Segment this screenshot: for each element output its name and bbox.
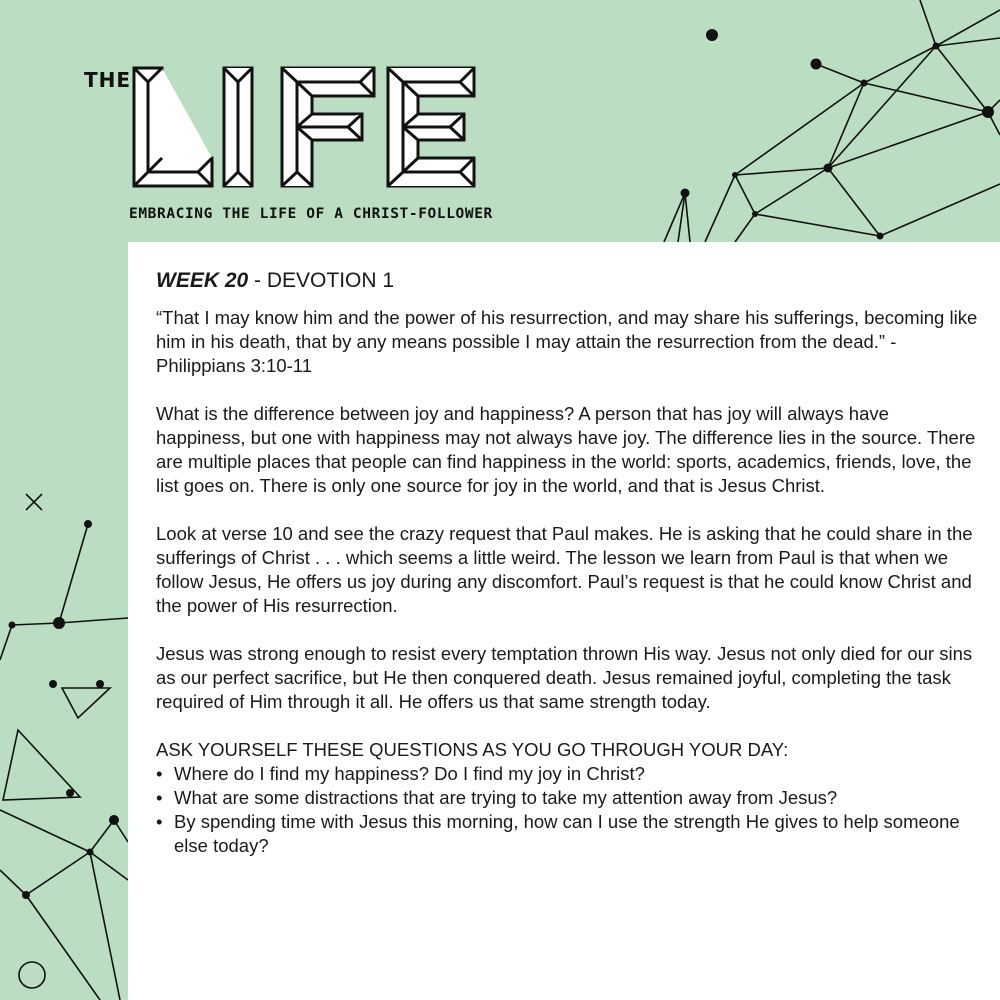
question-item: • By spending time with Jesus this morning, how can I use the strength He gives to help someone else today?: [156, 810, 978, 858]
question-list: [156, 762, 978, 858]
body-paragraph: Look at verse 10 and see the crazy request that Paul makes. He is asking that he could share in the sufferings of Christ . . . which seems a little weird. The lesson we learn from Paul is that when we follow Jesus, He offers us joy during any discomfort. Paul’s request is that he could know Christ and the power of His resurrection.: [156, 523, 973, 616]
devotion-label: DEVOTION 1: [266, 269, 395, 292]
devotion-content: [156, 266, 978, 858]
ask-heading: ASK YOURSELF THESE QUESTIONS AS YOU GO THROUGH YOUR DAY:: [156, 739, 789, 760]
heading-separator: -: [248, 269, 267, 292]
brand-the-label: THE: [84, 68, 132, 92]
week-label: WEEK 20: [156, 269, 249, 292]
scripture-verse: “That I may know him and the power of his resurrection, and may share his sufferings, becoming like him in his death, that by any means possible I may attain the resurrection from the dead.” - Philippians 3:10-11: [156, 307, 978, 376]
body-paragraph: What is the difference between joy and happiness? A person that has joy will always have happiness, but one with happiness may not always have joy. The difference lies in the source. There are multiple places that people can find happiness in the world: sports, academics, friends, love, the list goes on. There is only one source for joy in the world, and that is Jesus Christ.: [156, 403, 976, 496]
brand-tagline: EMBRACING THE LIFE OF A CHRIST-FOLLOWER: [129, 206, 493, 222]
body-paragraph: Jesus was strong enough to resist every temptation thrown His way. Jesus not only died for our sins as our perfect sacrifice, but He then conquered death. Jesus remained joyful, completing the task required of Him through it all. He offers us that same strength today.: [156, 643, 973, 712]
brand-life-logo: [132, 66, 476, 188]
question-item: • Where do I find my happiness? Do I find my joy in Christ?: [156, 762, 978, 786]
question-item: • What are some distractions that are trying to take my attention away from Jesus?: [156, 786, 978, 810]
devotion-heading: [156, 266, 978, 296]
